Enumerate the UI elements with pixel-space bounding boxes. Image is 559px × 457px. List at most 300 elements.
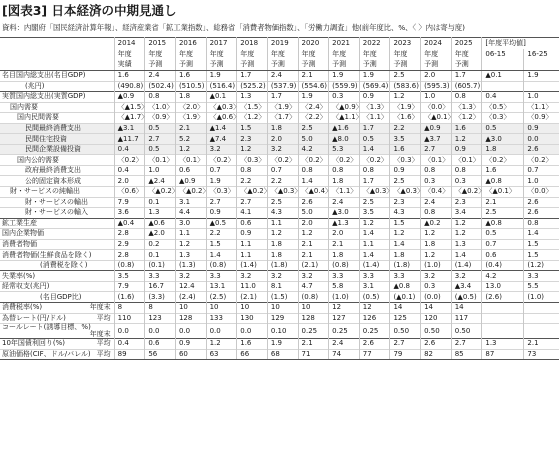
table-cell: 1.2 bbox=[451, 229, 482, 240]
table-cell: 0.3 bbox=[421, 176, 452, 187]
header-year: 2025 bbox=[451, 38, 482, 49]
table-cell: 7.9 bbox=[114, 281, 145, 292]
table-cell: 2.7 bbox=[145, 134, 176, 145]
table-cell: ▲1.6 bbox=[329, 123, 360, 134]
row-label-cell bbox=[0, 229, 114, 240]
header-year: 2020 bbox=[298, 38, 329, 49]
table-row bbox=[0, 260, 559, 271]
table-cell: 14 bbox=[390, 303, 421, 314]
table-cell: 4.1 bbox=[237, 208, 268, 219]
header-fiscal: 年度 bbox=[237, 49, 268, 60]
row-label-cell bbox=[0, 339, 114, 350]
table-cell bbox=[524, 313, 559, 324]
table-cell: 〈0.2〉 bbox=[206, 155, 237, 166]
table-cell: 0.7 bbox=[482, 239, 524, 250]
table-cell: 0.25 bbox=[298, 324, 329, 339]
table-cell: 1.9 bbox=[206, 176, 237, 187]
table-cell: ▲0.9 bbox=[421, 123, 452, 134]
row-label: 国内需要 bbox=[10, 102, 38, 111]
header-average-title: [年度平均値] bbox=[482, 38, 559, 49]
table-cell: (1.4) bbox=[359, 260, 390, 271]
table-cell: 〈1.9〉 bbox=[175, 113, 206, 124]
table-cell: 2.7 bbox=[237, 197, 268, 208]
table-cell: 〈1.9〉 bbox=[267, 102, 298, 113]
table-cell: ▲1.4 bbox=[206, 123, 237, 134]
table-cell: ▲0.4 bbox=[114, 218, 145, 229]
table-cell: 2.1 bbox=[298, 250, 329, 261]
row-label-cell bbox=[0, 155, 114, 166]
table-cell: 3.3 bbox=[390, 271, 421, 282]
table-row bbox=[0, 303, 559, 314]
table-cell: 2.5 bbox=[390, 71, 421, 82]
table-cell: 1.9 bbox=[298, 92, 329, 103]
table-cell: 1.0 bbox=[524, 92, 559, 103]
table-cell: (2.1) bbox=[237, 292, 268, 303]
row-label-cell bbox=[0, 144, 114, 155]
table-row bbox=[0, 176, 559, 187]
table-cell: 0.6 bbox=[482, 250, 524, 261]
table-cell: 0.0 bbox=[524, 134, 559, 145]
table-cell: 〈▲1.5〉 bbox=[114, 102, 145, 113]
table-cell: (1.0) bbox=[524, 292, 559, 303]
table-cell: 126 bbox=[359, 313, 390, 324]
table-cell: 10 bbox=[175, 303, 206, 314]
table-cell: 3.2 bbox=[421, 271, 452, 282]
table-cell: 〈0.9〉 bbox=[524, 113, 559, 124]
row-label: 国内公的需要 bbox=[17, 155, 59, 164]
table-cell: (0.1) bbox=[145, 260, 176, 271]
table-cell: 0.9 bbox=[359, 92, 390, 103]
table-cell: ▲1.3 bbox=[329, 218, 360, 229]
table-cell bbox=[524, 303, 559, 314]
table-cell: ▲3.7 bbox=[421, 134, 452, 145]
table-cell: (1.4) bbox=[451, 260, 482, 271]
table-cell: (0.8) bbox=[298, 292, 329, 303]
table-cell: 1.1 bbox=[237, 239, 268, 250]
header-year: 2021 bbox=[329, 38, 360, 49]
row-label-cell bbox=[0, 349, 114, 360]
table-cell: 〈1.0〉 bbox=[145, 102, 176, 113]
table-cell: 8.1 bbox=[267, 281, 298, 292]
table-cell: (537.9) bbox=[267, 81, 298, 92]
header-status: 予測 bbox=[421, 60, 452, 71]
table-cell: 2.6 bbox=[359, 339, 390, 350]
table-cell: ▲0.5 bbox=[206, 218, 237, 229]
table-cell: 1.3 bbox=[145, 208, 176, 219]
table-cell: 2.6 bbox=[524, 197, 559, 208]
table-cell: 2.0 bbox=[114, 176, 145, 187]
table-cell: 13.0 bbox=[482, 281, 524, 292]
table-cell: 0.1 bbox=[145, 197, 176, 208]
table-cell: 2.4 bbox=[145, 71, 176, 82]
table-row bbox=[0, 250, 559, 261]
row-label-cell bbox=[0, 239, 114, 250]
table-cell: ▲0.1 bbox=[482, 71, 524, 82]
table-cell: 5.0 bbox=[298, 208, 329, 219]
table-cell: (502.4) bbox=[145, 81, 176, 92]
table-cell: ▲0.8 bbox=[482, 218, 524, 229]
table-cell: ▲3.4 bbox=[451, 281, 482, 292]
row-label-cell bbox=[0, 281, 114, 292]
table-cell: 2.1 bbox=[298, 339, 329, 350]
table-cell: 0.25 bbox=[359, 324, 390, 339]
table-cell: (525.2) bbox=[237, 81, 268, 92]
table-cell: 2.0 bbox=[267, 134, 298, 145]
table-row bbox=[0, 165, 559, 176]
table-row bbox=[0, 208, 559, 219]
table-cell: 1.5 bbox=[237, 123, 268, 134]
table-cell: 0.4 bbox=[482, 92, 524, 103]
table-cell: 128 bbox=[298, 313, 329, 324]
table-cell: ▲0.2 bbox=[421, 218, 452, 229]
table-cell: 60 bbox=[175, 349, 206, 360]
table-cell: 1.7 bbox=[237, 71, 268, 82]
table-cell: (1.3) bbox=[175, 260, 206, 271]
table-cell: 1.5 bbox=[524, 250, 559, 261]
table-cell: 3.3 bbox=[359, 271, 390, 282]
forecast-table-container bbox=[0, 37, 559, 455]
table-cell: 〈0.3〉 bbox=[237, 155, 268, 166]
table-cell: 1.9 bbox=[267, 339, 298, 350]
row-label-cell bbox=[0, 102, 114, 113]
table-cell: 〈▲0.4〉 bbox=[298, 187, 329, 198]
table-cell: 〈0.0〉 bbox=[524, 187, 559, 198]
table-cell: 〈1.6〉 bbox=[390, 113, 421, 124]
table-cell: (1.6) bbox=[114, 292, 145, 303]
table-cell: 0.9 bbox=[451, 144, 482, 155]
table-cell: 〈1.7〉 bbox=[267, 113, 298, 124]
table-cell: 3.5 bbox=[359, 208, 390, 219]
table-cell: 8 bbox=[145, 303, 176, 314]
table-cell: 85 bbox=[451, 349, 482, 360]
table-cell: 2.4 bbox=[329, 339, 360, 350]
table-cell: 0.5 bbox=[145, 123, 176, 134]
table-cell: 3.3 bbox=[524, 271, 559, 282]
header-row-years bbox=[0, 38, 559, 49]
table-row bbox=[0, 339, 559, 350]
table-cell: 2.1 bbox=[524, 339, 559, 350]
row-label-cell bbox=[0, 250, 114, 261]
table-cell: 〈1.3〉 bbox=[451, 102, 482, 113]
table-cell: 2.2 bbox=[237, 176, 268, 187]
table-cell: 1.9 bbox=[524, 71, 559, 82]
table-cell: ▲0.6 bbox=[145, 218, 176, 229]
header-fiscal: 年度 bbox=[359, 49, 390, 60]
row-unit: 年度末 bbox=[89, 330, 111, 339]
table-cell: 〈▲0.2〉 bbox=[175, 187, 206, 198]
table-cell: (583.6) bbox=[390, 81, 421, 92]
table-row bbox=[0, 239, 559, 250]
table-cell: ▲0.9 bbox=[175, 176, 206, 187]
table-cell: (0.4) bbox=[482, 260, 524, 271]
table-cell: 〈1.1〉 bbox=[329, 187, 360, 198]
header-year: 2016 bbox=[175, 38, 206, 49]
table-cell: 1.2 bbox=[451, 134, 482, 145]
row-label: 実質国内総支出(実質GDP) bbox=[2, 92, 86, 101]
header-fiscal: 年度 bbox=[175, 49, 206, 60]
header-year: 2022 bbox=[359, 38, 390, 49]
table-cell: 2.0 bbox=[298, 218, 329, 229]
table-cell: 2.1 bbox=[298, 71, 329, 82]
row-label-cell bbox=[0, 92, 114, 103]
table-cell: 〈1.5〉 bbox=[237, 102, 268, 113]
table-cell: 1.8 bbox=[267, 250, 298, 261]
header-status: 予測 bbox=[175, 60, 206, 71]
table-row bbox=[0, 324, 559, 339]
table-cell: 1.8 bbox=[390, 250, 421, 261]
table-cell: 0.0 bbox=[145, 324, 176, 339]
table-cell: 1.0 bbox=[145, 165, 176, 176]
table-cell: 〈▲1.1〉 bbox=[329, 113, 360, 124]
table-cell: 〈0.5〉 bbox=[482, 102, 524, 113]
table-cell: 0.5 bbox=[145, 144, 176, 155]
table-cell: 2.6 bbox=[524, 208, 559, 219]
table-cell: 0.6 bbox=[175, 165, 206, 176]
row-label-cell bbox=[0, 303, 114, 314]
row-label-cell bbox=[0, 208, 114, 219]
table-cell: (2.4) bbox=[175, 292, 206, 303]
table-cell: 〈1.2〉 bbox=[237, 113, 268, 124]
table-cell: 1.5 bbox=[206, 239, 237, 250]
table-cell: 0.10 bbox=[267, 324, 298, 339]
table-cell: (569.4) bbox=[359, 81, 390, 92]
table-cell: 82 bbox=[421, 349, 452, 360]
table-cell: 3.3 bbox=[145, 271, 176, 282]
table-cell: 〈▲0.1〉 bbox=[421, 113, 452, 124]
table-cell: 0.9 bbox=[206, 208, 237, 219]
table-cell: 1.2 bbox=[206, 339, 237, 350]
table-cell: ▲11.7 bbox=[114, 134, 145, 145]
table-cell: (0.8) bbox=[206, 260, 237, 271]
table-cell: (2.1) bbox=[298, 260, 329, 271]
row-label-cell bbox=[0, 176, 114, 187]
header-year: 2023 bbox=[390, 38, 421, 49]
table-cell: ▲0.8 bbox=[482, 176, 524, 187]
row-label: 財・サービスの純輸出 bbox=[10, 187, 80, 196]
header-fiscal: 年度 bbox=[145, 49, 176, 60]
header-fiscal: 年度 bbox=[329, 49, 360, 60]
header-year: 2014 bbox=[114, 38, 145, 49]
table-cell: 〈▲0.9〉 bbox=[329, 102, 360, 113]
table-cell: (559.9) bbox=[329, 81, 360, 92]
table-row bbox=[0, 155, 559, 166]
table-cell: 0.4 bbox=[114, 144, 145, 155]
table-cell: 1.2 bbox=[175, 239, 206, 250]
table-cell: 3.4 bbox=[451, 208, 482, 219]
row-label: 鉱工業生産 bbox=[2, 218, 37, 227]
table-cell: 0.8 bbox=[237, 165, 268, 176]
table-cell: 0.6 bbox=[145, 339, 176, 350]
table-cell: (510.5) bbox=[175, 81, 206, 92]
table-cell: 8 bbox=[114, 303, 145, 314]
table-cell: 1.7 bbox=[359, 176, 390, 187]
table-cell: 3.2 bbox=[237, 271, 268, 282]
table-cell: 1.8 bbox=[175, 92, 206, 103]
row-label: 消費税率(%) bbox=[2, 303, 43, 312]
table-cell: 2.7 bbox=[390, 339, 421, 350]
table-cell: 1.8 bbox=[267, 239, 298, 250]
table-cell: 0.2 bbox=[145, 239, 176, 250]
table-cell: 2.0 bbox=[329, 229, 360, 240]
table-row bbox=[0, 271, 559, 282]
table-cell: 〈0.9〉 bbox=[145, 113, 176, 124]
table-cell: 0.50 bbox=[390, 324, 421, 339]
table-cell: 〈0.2〉 bbox=[524, 155, 559, 166]
row-label: コールレート(誘導目標、%) bbox=[2, 323, 91, 332]
header-fiscal: 年度 bbox=[451, 49, 482, 60]
table-cell: (1.2) bbox=[524, 260, 559, 271]
row-label-cell bbox=[0, 271, 114, 282]
table-cell: 2.5 bbox=[390, 176, 421, 187]
table-cell: 0.9 bbox=[175, 339, 206, 350]
table-cell: 〈0.2〉 bbox=[298, 155, 329, 166]
table-cell: 73 bbox=[524, 349, 559, 360]
table-cell: ▲0.9 bbox=[114, 92, 145, 103]
table-cell: 1.4 bbox=[359, 250, 390, 261]
row-label-cell bbox=[0, 134, 114, 145]
table-cell: 〈▲0.3〉 bbox=[390, 187, 421, 198]
table-cell: 130 bbox=[237, 313, 268, 324]
table-cell: 1.3 bbox=[175, 250, 206, 261]
table-cell: 2.5 bbox=[482, 208, 524, 219]
table-cell: 〈0.1〉 bbox=[451, 155, 482, 166]
table-cell: 1.2 bbox=[298, 229, 329, 240]
table-cell: ▲8.0 bbox=[329, 134, 360, 145]
table-cell: 〈0.0〉 bbox=[421, 102, 452, 113]
table-cell: 0.9 bbox=[524, 123, 559, 134]
header-fiscal: 年度 bbox=[267, 49, 298, 60]
table-cell: 1.4 bbox=[298, 176, 329, 187]
table-cell: 56 bbox=[145, 349, 176, 360]
table-cell: 1.6 bbox=[482, 165, 524, 176]
table-cell: 16.7 bbox=[145, 281, 176, 292]
table-cell: 0.9 bbox=[237, 229, 268, 240]
table-cell: 1.8 bbox=[482, 144, 524, 155]
table-cell: 0.0 bbox=[175, 324, 206, 339]
table-cell: 1.2 bbox=[237, 144, 268, 155]
table-cell: 3.2 bbox=[298, 271, 329, 282]
table-cell: 0.8 bbox=[359, 165, 390, 176]
table-cell: 〈2.4〉 bbox=[298, 102, 329, 113]
header-status: 予測 bbox=[451, 60, 482, 71]
table-cell: 〈2.2〉 bbox=[298, 113, 329, 124]
table-cell: (516.4) bbox=[206, 81, 237, 92]
row-label: 民間企業設備投資 bbox=[25, 145, 81, 154]
table-cell: 2.9 bbox=[114, 239, 145, 250]
table-cell: ▲7.4 bbox=[206, 134, 237, 145]
table-cell: (1.8) bbox=[390, 260, 421, 271]
header-row-fiscal bbox=[0, 49, 559, 60]
table-cell: 1.1 bbox=[267, 218, 298, 229]
row-label-cell bbox=[0, 324, 114, 339]
row-label: 失業率(%) bbox=[2, 271, 36, 280]
table-cell: 〈0.1〉 bbox=[175, 155, 206, 166]
table-cell: 1.4 bbox=[206, 250, 237, 261]
table-cell: 110 bbox=[114, 313, 145, 324]
header-status: 予測 bbox=[298, 60, 329, 71]
table-cell: 1.4 bbox=[359, 229, 390, 240]
table-cell: 〈0.3〉 bbox=[390, 155, 421, 166]
table-cell: (▲0.5) bbox=[451, 292, 482, 303]
table-cell: 2.5 bbox=[359, 197, 390, 208]
table-cell: 2.3 bbox=[451, 197, 482, 208]
table-cell: 〈0.3〉 bbox=[482, 113, 524, 124]
table-cell: 1.2 bbox=[390, 92, 421, 103]
table-cell: 1.8 bbox=[267, 123, 298, 134]
table-cell: 12.4 bbox=[175, 281, 206, 292]
table-cell: (490.8) bbox=[114, 81, 145, 92]
table-cell: 2.2 bbox=[390, 123, 421, 134]
table-cell: 0.8 bbox=[451, 165, 482, 176]
table-cell: (2.6) bbox=[482, 292, 524, 303]
table-cell: ▲2.4 bbox=[145, 176, 176, 187]
header-year: 2017 bbox=[206, 38, 237, 49]
table-cell: 4.3 bbox=[390, 208, 421, 219]
row-label: 国内企業物価 bbox=[2, 229, 44, 238]
table-cell: 133 bbox=[206, 313, 237, 324]
row-label-cell bbox=[0, 113, 114, 124]
table-cell: 0.3 bbox=[329, 92, 360, 103]
header-year: 2024 bbox=[421, 38, 452, 49]
table-cell: 1.9 bbox=[329, 71, 360, 82]
table-cell: 2.2 bbox=[267, 176, 298, 187]
table-cell: 10 bbox=[298, 303, 329, 314]
table-cell: 1.1 bbox=[175, 229, 206, 240]
table-cell: 3.2 bbox=[267, 271, 298, 282]
table-cell: 〈▲0.2〉 bbox=[145, 187, 176, 198]
table-cell: 1.2 bbox=[390, 229, 421, 240]
row-label: 民間最終消費支出 bbox=[25, 124, 81, 132]
table-cell: 1.6 bbox=[175, 71, 206, 82]
table-row bbox=[0, 349, 559, 360]
table-cell: 87 bbox=[482, 349, 524, 360]
header-fiscal: 年度 bbox=[390, 49, 421, 60]
row-label: 国内民間需要 bbox=[17, 113, 59, 122]
table-row bbox=[0, 71, 559, 82]
header-fiscal: 年度 bbox=[421, 49, 452, 60]
header-fiscal: 年度 bbox=[298, 49, 329, 60]
table-cell: 125 bbox=[390, 313, 421, 324]
header-status: 予測 bbox=[267, 60, 298, 71]
table-cell: 5.0 bbox=[298, 134, 329, 145]
row-label-cell bbox=[0, 218, 114, 229]
table-cell: ▲3.1 bbox=[114, 123, 145, 134]
table-row bbox=[0, 123, 559, 134]
table-cell: 4.3 bbox=[267, 208, 298, 219]
row-label-cell bbox=[0, 123, 114, 134]
table-row bbox=[0, 229, 559, 240]
table-cell: 89 bbox=[114, 349, 145, 360]
table-cell: 3.1 bbox=[175, 197, 206, 208]
row-unit: 平均 bbox=[96, 349, 111, 358]
table-cell: (0.8) bbox=[114, 260, 145, 271]
table-cell: ▲2.0 bbox=[145, 229, 176, 240]
table-cell: 0.4 bbox=[114, 339, 145, 350]
header-status: 予測 bbox=[206, 60, 237, 71]
table-cell: 11.0 bbox=[237, 281, 268, 292]
table-cell: (1.0) bbox=[421, 260, 452, 271]
table-cell: 0.50 bbox=[421, 324, 452, 339]
table-cell: 2.3 bbox=[237, 134, 268, 145]
table-cell: 13.1 bbox=[206, 281, 237, 292]
table-cell: 4.4 bbox=[175, 208, 206, 219]
table-cell: 0.8 bbox=[298, 165, 329, 176]
table-cell: (0.0) bbox=[421, 292, 452, 303]
table-cell: 2.4 bbox=[267, 71, 298, 82]
table-cell: 2.0 bbox=[421, 71, 452, 82]
table-cell: 1.7 bbox=[267, 92, 298, 103]
table-cell: 5.5 bbox=[524, 281, 559, 292]
